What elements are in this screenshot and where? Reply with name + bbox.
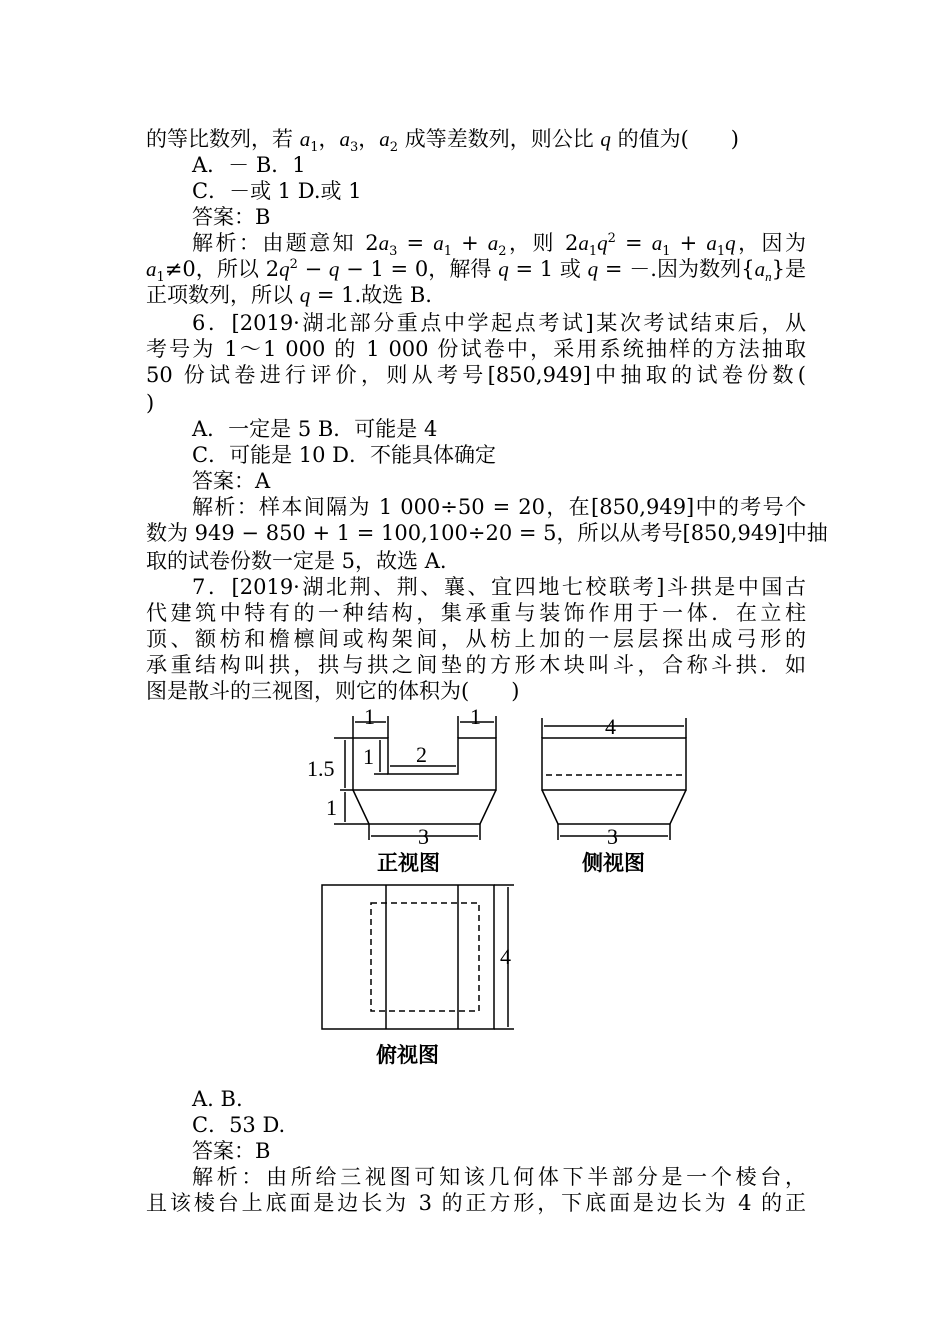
q6-explanation-line3: 取的试卷份数一定是 5，故选 A. [146,549,447,573]
dim-front-left-height: 1.5 [307,756,335,781]
dim-front-bottom-width: 3 [418,824,429,849]
q7-stem-line5: 图是散斗的三视图，则它的体积为( ) [146,679,520,703]
q6-explanation-line2: 数为 949 − 850 + 1 = 100,100÷20 = 5，所以从考号[850,949]中抽 [146,521,828,545]
dim-front-inner-width: 2 [416,742,427,767]
q7-stem-line4: 承重结构叫拱，拱与拱之间垫的方形木块叫斗，合称斗拱．如 [146,653,806,677]
q7-answer: 答案：B [192,1139,271,1163]
dim-top-depth: 4 [500,944,511,969]
q6-stem-line3: 50 份试卷进行评价，则从考号[850,949]中抽取的试卷份数( [146,363,806,387]
q7-stem-line1: 7．[2019·湖北荆、荆、襄、宜四地七校联考]斗拱是中国古 [192,575,806,599]
q7-options-ab: A. B. [192,1087,243,1111]
q6-options-cd: C．可能是 10 D．不能具体确定 [192,443,496,467]
dim-side-bottom-width: 3 [607,824,618,849]
q7-options-cd: C．53 D. [192,1113,286,1137]
q7-stem-line3: 顶、额枋和檐檩间或构架间，从枋上加的一层层探出成弓形的 [146,627,806,651]
dim-front-lower-height: 1 [326,795,337,820]
q6-stem-line1: 6．[2019·湖北部分重点中学起点考试]某次考试结束后，从 [192,311,806,335]
q5-explanation-line2: $a_1\ne 0$，所以 $2q^2 - q - 1 = 0$，解得 q = 1 或 q = －.因为数列$\{a_n\}$是 [146,257,806,286]
q6-explanation-line1: 解析：样本间隔为 1 000÷50 = 20，在[850,949]中的考号个 [192,495,806,519]
q6-answer: 答案：A [192,469,271,493]
q7-explanation-line1: 解析：由所给三视图可知该几何体下半部分是一个棱台， [192,1165,806,1189]
dim-front-inner-height: 1 [363,744,374,769]
q6-options-ab: A．一定是 5 B．可能是 4 [192,417,438,441]
front-view-caption: 正视图 [377,851,440,875]
q5-answer: 答案：B [192,205,271,229]
q5-options-ab: A．－ B．1 [192,153,306,177]
q5-stem: 的等比数列，若 $a_1$，$a_3$，$a_2$ 成等差数列，则公比 q 的值为( ) [146,127,739,156]
three-view-diagram [300,698,700,1078]
q7-explanation-line2: 且该棱台上底面是边长为 3 的正方形，下底面是边长为 4 的正 [146,1191,806,1215]
top-view [322,885,514,1029]
dim-front-right-top: 1 [470,704,481,729]
q7-stem-line2: 代建筑中特有的一种结构，集承重与装饰作用于一体．在立柱 [146,601,806,625]
three-view-figure [300,698,700,1078]
q6-stem-line2: 考号为 1～1 000 的 1 000 份试卷中，采用系统抽样的方法抽取 [146,337,806,361]
q5-options-cd: C．－或 1 D.或 1 [192,179,362,203]
q6-stem-line4: ) [146,391,155,415]
side-view-caption: 侧视图 [582,851,645,875]
dim-front-left-top: 1 [364,704,375,729]
top-view-caption: 俯视图 [376,1043,439,1067]
front-view [334,716,496,840]
q5-explanation-line3: 正项数列，所以 q = 1.故选 B. [146,283,432,307]
dim-side-top-width: 4 [605,714,616,739]
q5-explanation-line1: 解析：由题意知 $2a_3 = a_1 + a_2$，则 $2a_1q^2 = a_1 + a_1q$，因为 [192,231,806,260]
